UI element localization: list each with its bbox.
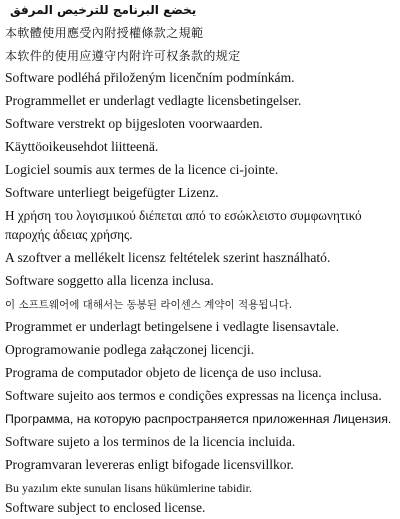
license-statement-chinese-simplified: 本软件的使用应遵守内附许可权条款的规定 [5, 49, 241, 63]
license-statement-greek-line1: Η χρήση του λογισμικού διέπεται από το εσώκλειστο συμφωνητικό [5, 208, 362, 223]
license-statement-russian: Программа, на которую распространяется приложенная Лицензия. [5, 412, 392, 426]
license-statement-english: Software subject to enclosed license. [5, 500, 206, 515]
license-statement-norwegian: Programmet er underlagt betingelsene i vedlagte lisensavtale. [5, 319, 340, 334]
license-statement-finnish: Käyttöoikeusehdot liitteenä. [5, 139, 159, 154]
license-statement-danish: Programmellet er underlagt vedlagte licensbetingelser. [5, 93, 302, 108]
license-statement-portuguese-br: Software sujeito aos termos e condições expressas na licença inclusa. [5, 388, 382, 403]
license-statement-korean: 이 소프트웨어에 대해서는 동봉된 라이센스 계약이 적용됩니다. [5, 299, 293, 311]
license-statement-french: Logiciel soumis aux termes de la licence ci-jointe. [5, 162, 279, 177]
license-statement-italian: Software soggetto alla licenza inclusa. [5, 273, 214, 288]
license-statement-hungarian: A szoftver a mellékelt licensz feltételek szerint használható. [5, 250, 331, 265]
license-statement-arabic: يخضع البرنامج للترخيص المرفق [10, 3, 197, 17]
license-statement-german: Software unterliegt beigefügter Lizenz. [5, 185, 219, 200]
license-statement-spanish: Software sujeto a los terminos de la licencia incluida. [5, 434, 296, 449]
license-statement-turkish: Bu yazılım ekte sunulan lisans hükümlerine tabidir. [5, 481, 252, 495]
license-statement-chinese-traditional: 本軟體使用應受內附授權條款之規範 [5, 26, 204, 40]
license-statement-greek-line2: παροχής άδειας χρήσης. [5, 227, 133, 242]
license-statement-czech: Software podléhá přiloženým licenčním podmínkám. [5, 70, 295, 85]
license-statement-dutch: Software verstrekt op bijgesloten voorwaarden. [5, 116, 263, 131]
license-statement-polish: Oprogramowanie podlega załączonej licencji. [5, 342, 255, 357]
license-statement-swedish: Programvaran levereras enligt bifogade licensvillkor. [5, 457, 294, 472]
license-statement-portuguese-pt: Programa de computador objeto de licença de uso inclusa. [5, 365, 322, 380]
